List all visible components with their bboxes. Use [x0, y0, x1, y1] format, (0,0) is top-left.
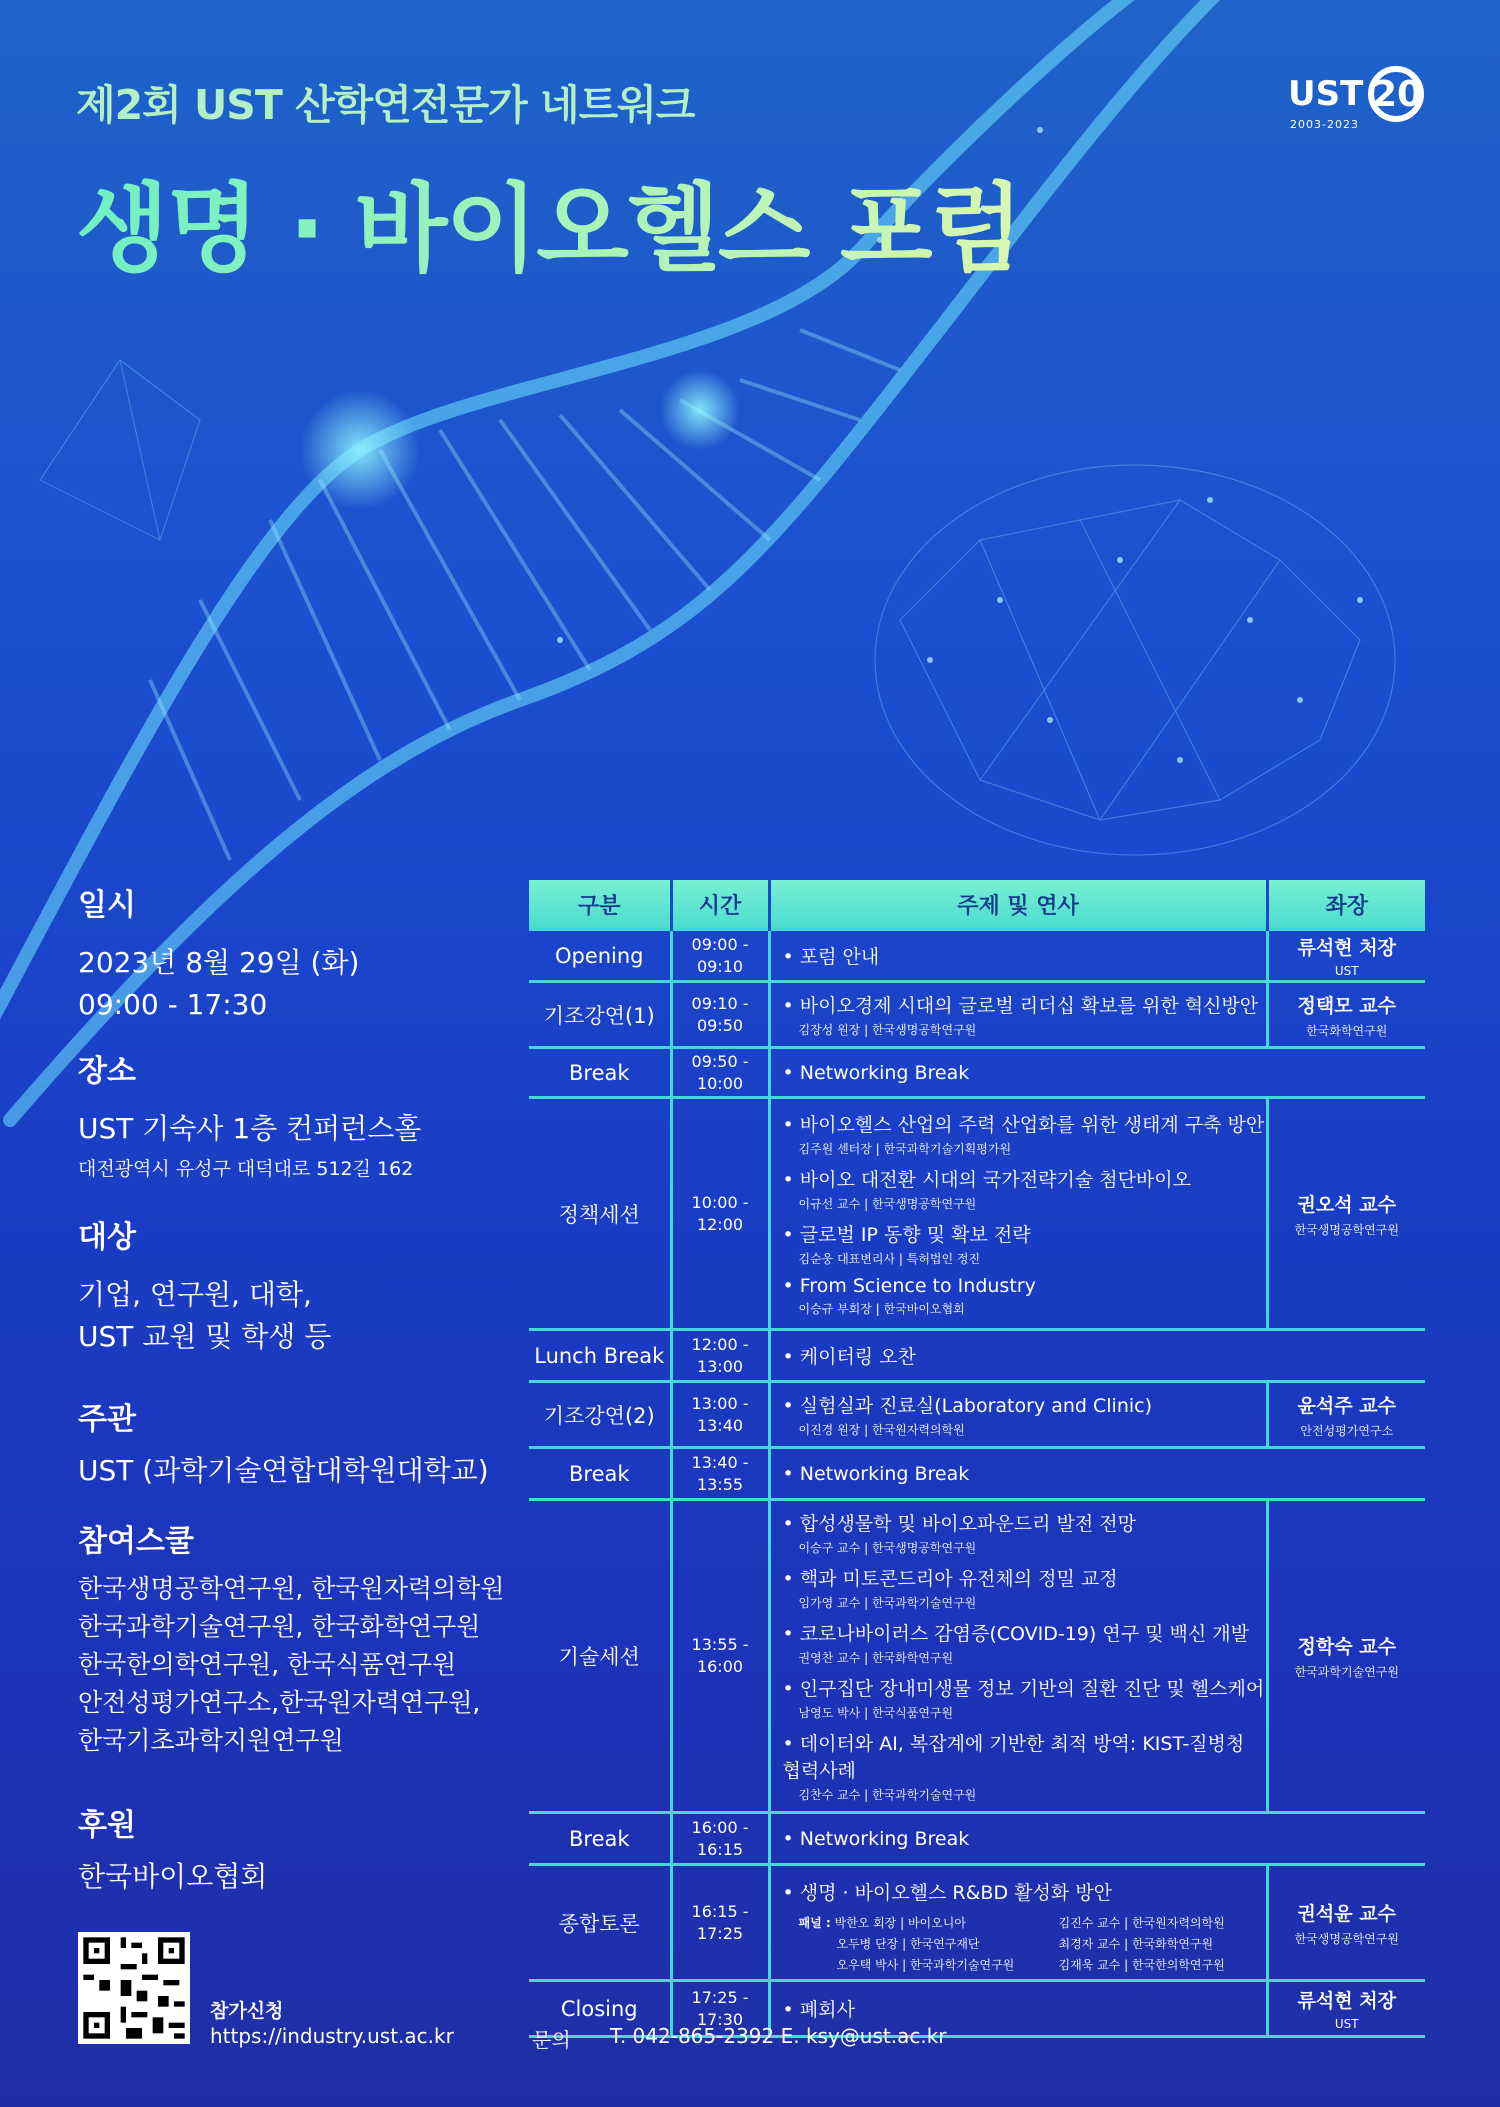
logo-text: UST: [1288, 74, 1364, 114]
event-subtitle: 제2회 UST 산학연전문가 네트워크: [76, 81, 695, 129]
date-label: 일시: [78, 888, 136, 923]
table-row-break: [529, 1813, 1425, 1865]
row-time: [671, 1048, 769, 1098]
topic: • 합성생물학 및 바이오파운드리 발전 전망: [783, 1509, 1266, 1536]
school-line: 한국과학기술연구원, 한국화학연구원: [78, 1612, 481, 1641]
row-topic: [769, 1500, 1267, 1813]
time-start: 16:00 -: [691, 1817, 749, 1837]
time-start: 13:40 -: [691, 1452, 749, 1472]
row-topic: [769, 1330, 1425, 1382]
speaker: 남영도 박사 | 한국식품연구원: [798, 1706, 954, 1720]
time-start: 13:00 -: [691, 1393, 749, 1413]
row-category: Lunch Break: [529, 1330, 671, 1382]
row-category: 기술세션: [529, 1500, 671, 1813]
topic: • 생명 · 바이오헬스 R&BD 활성화 방안: [783, 1878, 1266, 1905]
row-time: [671, 1813, 769, 1865]
logo-anniv: 20: [1372, 74, 1423, 115]
time-start: 17:25 -: [691, 1987, 749, 2007]
time-end: 09:10: [696, 956, 744, 976]
speaker: 권영찬 교수 | 한국화학연구원: [798, 1651, 954, 1665]
row-category: 종합토론: [529, 1865, 671, 1981]
speaker: 임가영 교수 | 한국과학기술연구원: [798, 1596, 977, 1610]
table-row-tech-session: [529, 1500, 1425, 1813]
row-time: [671, 1098, 769, 1330]
speaker: 이승구 교수 | 한국생명공학연구원: [798, 1541, 977, 1555]
time-value: 09:00 - 17:30: [78, 988, 268, 1021]
topic: • 코로나바이러스 감염증(COVID-19) 연구 및 백신 개발: [783, 1619, 1266, 1646]
schools-label: 참여스쿨: [78, 1524, 194, 1559]
chair-name: 류석현 처장: [1297, 1990, 1396, 2012]
speaker: 김순웅 대표변리사 | 특허법인 정진: [798, 1252, 981, 1266]
row-category: Break: [529, 1048, 671, 1098]
panel-member: [799, 1913, 1059, 1934]
registration-label: 참가신청: [210, 2000, 284, 2022]
host-label: 주관: [78, 1402, 136, 1437]
topic: • 포럼 안내: [783, 942, 1266, 969]
row-time: [671, 1865, 769, 1981]
speaker: 이진경 원장 | 한국원자력의학원: [798, 1423, 965, 1437]
row-topic: [769, 1382, 1267, 1448]
contact-info: T. 042-865-2392 E. ksy@ust.ac.kr: [610, 2024, 947, 2048]
chair-org: 한국생명공학연구원: [1294, 1931, 1399, 1946]
time-end: 12:00: [696, 1214, 744, 1234]
venue-label: 장소: [78, 1054, 136, 1089]
header-category: 구분: [529, 880, 671, 930]
row-time: [671, 982, 769, 1048]
row-chair: [1267, 1981, 1425, 2037]
time-start: 12:00 -: [691, 1334, 749, 1354]
chair-name: 권석윤 교수: [1297, 1902, 1396, 1925]
event-title: 생명 · 바이오헬스 포럼: [76, 153, 1021, 290]
table-header-row: [529, 880, 1425, 930]
time-end: 17:30: [696, 2009, 744, 2029]
chair-org: 한국과학기술연구원: [1294, 1665, 1399, 1679]
time-end: 10:00: [696, 1073, 744, 1093]
row-topic: [769, 1813, 1425, 1865]
panel-label: 패널 :: [798, 1915, 831, 1930]
speaker: 김장성 원장 | 한국생명공학연구원: [798, 1023, 977, 1037]
time-start: 09:00 -: [691, 934, 749, 954]
time-start: 10:00 -: [691, 1192, 749, 1212]
time-end: 16:15: [696, 1839, 744, 1859]
speaker: 이규선 교수 | 한국생명공학연구원: [798, 1197, 977, 1211]
chair-name: 권오석 교수: [1297, 1193, 1396, 1216]
time-start: 13:55 -: [691, 1635, 749, 1654]
header-topic: 주제 및 연사: [769, 880, 1267, 930]
row-category: Break: [529, 1813, 671, 1865]
topic: • 실험실과 진료실(Laboratory and Clinic): [783, 1391, 1266, 1418]
info-sponsor: [78, 1800, 518, 1898]
header-time: 시간: [671, 880, 769, 930]
info-host: [78, 1394, 518, 1492]
time-start: 09:50 -: [691, 1051, 749, 1071]
topic: • Networking Break: [783, 1463, 1426, 1485]
table-row-break: [529, 1048, 1425, 1098]
time-start: 09:10 -: [691, 993, 749, 1013]
venue-value: UST 기숙사 1층 컨퍼런스홀: [78, 1112, 422, 1145]
schedule-table: [529, 880, 1425, 2038]
target-line-1: 기업, 연구원, 대학,: [78, 1278, 312, 1311]
topic: • 핵과 미토콘드리아 유전체의 정밀 교정: [783, 1564, 1266, 1591]
row-topic: [769, 1098, 1267, 1330]
row-category: Break: [529, 1448, 671, 1500]
topic: • 바이오경제 시대의 글로벌 리더십 확보를 위한 혁신방안: [783, 991, 1266, 1018]
school-line: 한국기초과학지원연구원: [78, 1726, 344, 1755]
chair-name: 류석현 처장: [1297, 937, 1396, 959]
target-label: 대상: [78, 1220, 136, 1255]
panel-member: 김재욱 교수 | 한국한의학연구원: [1058, 1957, 1225, 1972]
topic: • 폐회사: [783, 1995, 1266, 2022]
sponsor-label: 후원: [78, 1808, 136, 1843]
panel-member: 오두병 단장 | 한국연구재단: [836, 1936, 980, 1951]
topic: • 바이오 대전환 시대의 국가전략기술 첨단바이오: [783, 1165, 1266, 1192]
row-topic: [769, 1865, 1267, 1981]
info-venue: [78, 1046, 518, 1181]
row-category: 기조강연(1): [529, 982, 671, 1048]
speaker: 이승규 부회장 | 한국바이오협회: [798, 1302, 965, 1316]
row-time: [671, 1330, 769, 1382]
chair-org: 안전성평가연구소: [1300, 1423, 1394, 1438]
row-chair: [1267, 982, 1425, 1048]
info-target: [78, 1212, 518, 1358]
chair-name: 윤석주 교수: [1297, 1394, 1396, 1417]
table-row-opening: [529, 930, 1425, 982]
panel-member: 오우택 박사 | 한국과학기술연구원: [836, 1957, 1015, 1972]
host-value: UST (과학기술연합대학원대학교): [78, 1454, 489, 1487]
topic: • 데이터와 AI, 복잡계에 기반한 최적 방역: KIST-질병청 협력사례: [783, 1729, 1266, 1783]
venue-address: 대전광역시 유성구 대덕대로 512길 162: [78, 1158, 414, 1180]
chair-name: 정학숙 교수: [1297, 1636, 1396, 1658]
time-end: 09:50: [696, 1015, 744, 1035]
panel-list: [799, 1913, 1266, 1976]
target-line-2: UST 교원 및 학생 등: [78, 1320, 332, 1353]
time-end: 13:40: [696, 1415, 744, 1435]
table-row-break: [529, 1448, 1425, 1500]
time-end: 17:25: [696, 1923, 744, 1943]
topic: • 인구집단 장내미생물 정보 기반의 질환 진단 및 헬스케어: [783, 1674, 1266, 1701]
time-end: 13:00: [696, 1356, 744, 1376]
panel-member: 최경자 교수 | 한국화학연구원: [1058, 1936, 1214, 1951]
date-value: 2023년 8월 29일 (화): [78, 946, 360, 979]
school-line: 안전성평가연구소,한국원자력연구원,: [78, 1688, 481, 1717]
row-chair: [1267, 1098, 1425, 1330]
table-row-policy-session: [529, 1098, 1425, 1330]
row-time: [671, 1500, 769, 1813]
row-category: Closing: [529, 1981, 671, 2037]
registration-qr-code[interactable]: [78, 1932, 190, 2044]
row-topic: [769, 930, 1267, 982]
speaker: 김주원 센터장 | 한국과학기술기획평가원: [798, 1142, 1012, 1156]
topic: • 케이터링 오찬: [783, 1342, 1426, 1369]
ust-20th-logo: [1288, 66, 1448, 136]
school-line: 한국한의학연구원, 한국식품연구원: [78, 1650, 457, 1679]
chair-org: UST: [1334, 964, 1359, 978]
table-row-keynote1: [529, 982, 1425, 1048]
table-row-keynote2: [529, 1382, 1425, 1448]
topic: • 글로벌 IP 동향 및 확보 전략: [783, 1220, 1266, 1247]
time-end: 13:55: [696, 1474, 744, 1494]
table-row-discussion: [529, 1865, 1425, 1981]
time-end: 16:00: [696, 1657, 744, 1676]
header-chair: 좌장: [1267, 880, 1425, 930]
info-date: [78, 880, 518, 1026]
panel-member-name: 박한오 회장 | 바이오니아: [834, 1915, 966, 1930]
row-time: [671, 930, 769, 982]
topic: • From Science to Industry: [783, 1275, 1266, 1297]
table-row-lunch: [529, 1330, 1425, 1382]
registration-link[interactable]: https://industry.ust.ac.kr: [210, 2024, 454, 2048]
row-topic: [769, 982, 1267, 1048]
row-chair: [1267, 930, 1425, 982]
row-category: Opening: [529, 930, 671, 982]
logo-years: 2003-2023: [1290, 118, 1359, 131]
chair-org: UST: [1334, 2017, 1359, 2031]
header: [76, 72, 1021, 290]
topic: • Networking Break: [783, 1828, 1426, 1850]
info-schools: [78, 1516, 518, 1760]
topic: • Networking Break: [783, 1062, 1426, 1084]
row-category: 정책세션: [529, 1098, 671, 1330]
row-chair: [1267, 1382, 1425, 1448]
school-line: 한국생명공학연구원, 한국원자력의학원: [78, 1574, 505, 1603]
sponsor-value: 한국바이오협회: [78, 1860, 268, 1893]
row-chair: [1267, 1865, 1425, 1981]
row-time: [671, 1448, 769, 1500]
row-chair: [1267, 1500, 1425, 1813]
chair-org: 한국화학연구원: [1306, 1023, 1388, 1038]
row-category: 기조강연(2): [529, 1382, 671, 1448]
panel-member: 김진수 교수 | 한국원자력의학원: [1058, 1915, 1225, 1930]
contact-label: 문의: [532, 2028, 571, 2052]
topic: • 바이오헬스 산업의 주력 산업화를 위한 생태계 구축 방안: [783, 1110, 1266, 1137]
time-start: 16:15 -: [691, 1901, 749, 1921]
speaker: 김찬수 교수 | 한국과학기술연구원: [798, 1788, 977, 1802]
chair-name: 정택모 교수: [1297, 994, 1396, 1017]
row-time: [671, 1382, 769, 1448]
chair-org: 한국생명공학연구원: [1294, 1222, 1399, 1237]
row-topic: [769, 1448, 1425, 1500]
qr-code-icon: [78, 1932, 190, 2044]
row-topic: [769, 1048, 1425, 1098]
